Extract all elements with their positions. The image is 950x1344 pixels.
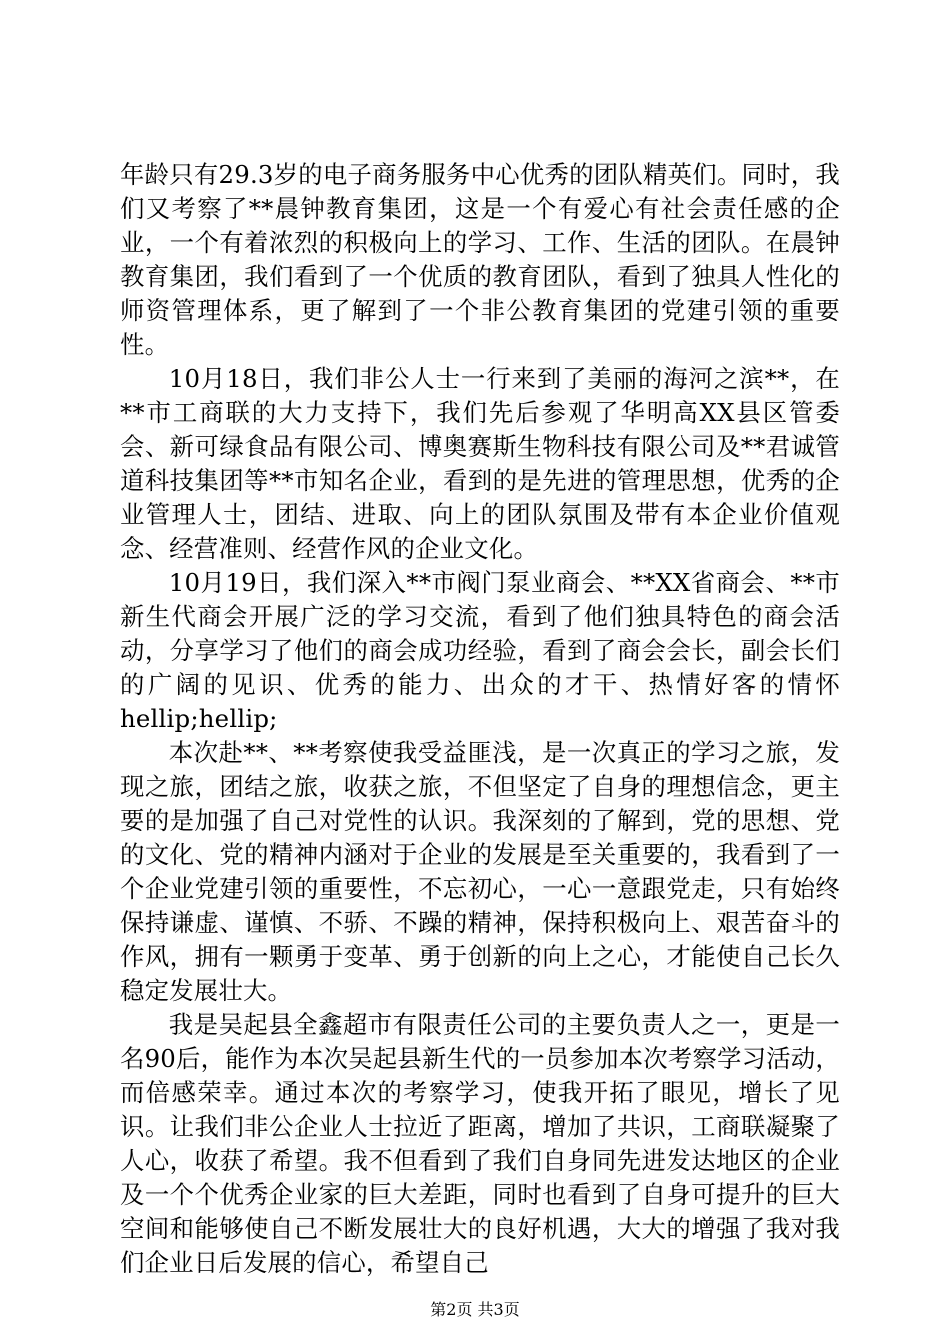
paragraph-reflection: 本次赴**、**考察使我受益匪浅，是一次真正的学习之旅，发现之旅，团结之旅，收获之旅，不但坚定了自身的理想信念，更主要的是加强了自己对党性的认识。我深刻的了解到，党的思想、党的文化、党的精神内涵对于企业的发展是至关重要的，我看到了一个企业党建引领的重要性，不忘初心，一心一意跟党走，只有始终保持谦虚、谨慎、不骄、不躁的精神，保持积极向上、艰苦奋斗的作风，拥有一颗勇于变革、勇于创新的向上之心，才能使自己长久稳定发展壮大。: [120, 738, 840, 1005]
paragraph-personal: 我是吴起县全鑫超市有限责任公司的主要负责人之一，更是一名90后，能作为本次吴起县新生代的一员参加本次考察学习活动，而倍感荣幸。通过本次的考察学习，使我开拓了眼见，增长了见识。让我们非公企业人士拉近了距离，增加了共识，工商联凝聚了人心，收获了希望。我不但看到了我们自身同先进发达地区的企业及一个个优秀企业家的巨大差距，同时也看到了自身可提升的巨大空间和能够使自己不断发展壮大的良好机遇，大大的增强了我对我们企业日后发展的信心，希望自己: [120, 1010, 840, 1277]
document-body: [120, 158, 840, 1280]
paragraph-oct-18: 10月18日，我们非公人士一行来到了美丽的海河之滨**，在**市工商联的大力支持下，我们先后参观了华明高XX县区管委会、新可绿食品有限公司、博奥赛斯生物科技有限公司及**君诚管道科技集团等**市知名企业，看到的是先进的管理思想，优秀的企业管理人士，团结、进取、向上的团队氛围及带有本企业价值观念、经营准则、经营作风的企业文化。: [120, 364, 840, 563]
paragraph-continuation: 年龄只有29.3岁的电子商务服务中心优秀的团队精英们。同时，我们又考察了**晨钟教育集团，这是一个有爱心有社会责任感的企业，一个有着浓烈的积极向上的学习、工作、生活的团队。在晨钟教育集团，我们看到了一个优质的教育团队，看到了独具人性化的师资管理体系，更了解到了一个非公教育集团的党建引领的重要性。: [120, 160, 840, 359]
paragraph-oct-19: 10月19日，我们深入**市阀门泵业商会、**XX省商会、**市新生代商会开展广泛的学习交流，看到了他们独具特色的商会活动，分享学习了他们的商会成功经验，看到了商会会长，副会长们的广阔的见识、优秀的能力、出众的才干、热情好客的情怀hellip;hellip;: [120, 568, 840, 733]
page-footer: [0, 1300, 950, 1320]
page-number: 第2页 共3页: [430, 1300, 520, 1319]
